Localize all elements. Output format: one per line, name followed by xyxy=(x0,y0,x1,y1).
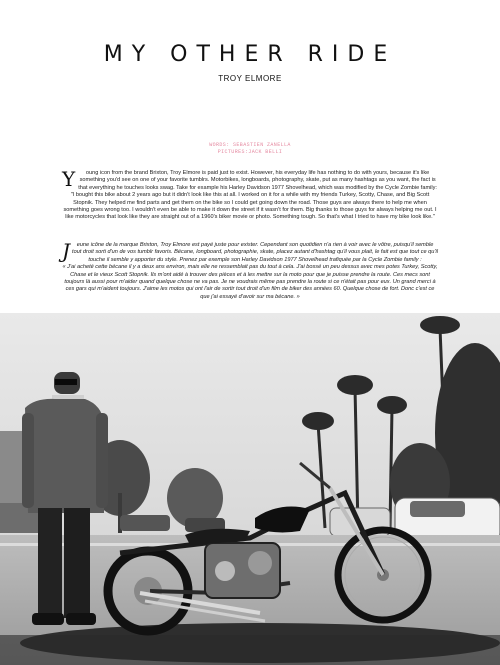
dropcap-y: Y xyxy=(62,167,76,191)
article-title: MY OTHER RIDE xyxy=(103,42,397,67)
english-quote: "I bought this bike about 2 years ago but it didn't look like this at all. I worked on it for a while with my friends Turkey, Scotty, Chase, and Big Scott Stopnik. They helped me find parts and get them on the bike so I could get going down the road. Those guys are always there to help me when something goes wrong too. I wouldn't even be able to make it down the street if it wasn't for them. Big thanks to those guys for always helping me out. I like motorcycles that look like they are straight out of a 1960's biker movie or photo. Something tough. So that's what I tried to have my bike look like." xyxy=(63,192,437,221)
article-credits xyxy=(0,142,500,156)
french-intro: eune icône de la marque Brixton, Troy Elmore est payé juste pour exister. Cependant son quotidien n'a rien à voir avec le vôtre, puisqu'il semble tout droit sorti d'un de vos tumblr favoris. Bécane, longboard, photographie, skate, placez autant d'hashtag qu'il vous plait, le fait est que tout ce qu'il touche il semble y apporter du style. Prenez par exemple son Harley Davidson 1977 Shovelhead trafiquée par la Cycle Zombie family : xyxy=(72,242,438,263)
words-credit: WORDS: SEBASTIEN ZANELLA xyxy=(209,142,291,148)
dropcap-j: J xyxy=(62,239,71,263)
english-text xyxy=(62,167,438,222)
article-author: TROY ELMORE xyxy=(218,74,282,83)
pictures-credit: PICTURES:JACK BELLI xyxy=(217,149,283,155)
french-quote: « J'ai acheté cette bécane il y a deux ans environ, mais elle ne ressemblait pas du tout à cela. J'ai bossé un peu dessus avec mes potes Turkey, Scotty, Chase et le vieux Scott Stopnik. Ils m'ont aidé à trouver des pièces et à les mettre sur la moto pour que je puisse prendre la route. Ces mecs sont toujours là aussi pour m'aider quand quelque chose ne va pas. Je ne voudrais même pas prendre la route si ce n'était pas pour eux. Un grand merci à ces gars qui m'aident toujours. J'aime les motos qui ont l'air de sortir tout droit d'un film de biker des années 60. Quelque chose de fort. Donc c'est ce que j'ai essayé d'avoir sur ma bécane. » xyxy=(62,264,438,300)
motorcycle-photo xyxy=(0,313,500,665)
english-intro: oung icon from the brand Brixton, Troy Elmore is paid just to exist. However, his everyday life has nothing to do with yours, because it's like something you'd see on one of your favorite tumblrs. Motorbikes, longboards, photography, skate, put as many hashtags as you want, the fact is that everything he touches looks swag. Take for example his Harley Davidson 1977 Shovelhead, which was modified by the Cycle Zombie family: xyxy=(78,170,437,191)
french-text xyxy=(62,239,438,301)
